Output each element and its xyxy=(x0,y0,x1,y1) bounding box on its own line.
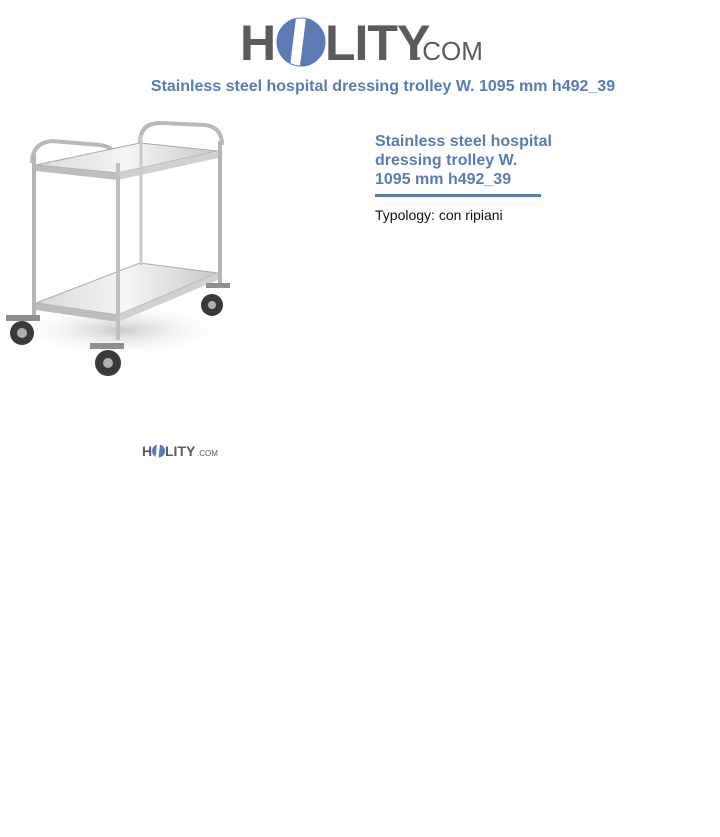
typology-label: Typology: xyxy=(375,207,435,223)
small-logo-letter-h: H xyxy=(142,443,153,459)
product-image[interactable] xyxy=(0,115,240,390)
small-logo-dot-com: .COM xyxy=(197,449,218,458)
holity-logo[interactable] xyxy=(240,8,485,70)
product-title xyxy=(375,132,575,189)
product-title-line-1: Stainless steel hospital xyxy=(375,133,552,150)
holity-small-logo xyxy=(142,441,222,461)
product-title-line-3: 1095 mm h492_39 xyxy=(375,171,512,188)
typology-spec xyxy=(375,207,575,223)
logo-o-icon xyxy=(277,18,325,66)
small-logo-letters-lity: LITY xyxy=(165,443,196,459)
title-divider xyxy=(375,194,541,197)
trolley-image xyxy=(0,115,240,390)
product-info-panel xyxy=(375,132,575,223)
caster-icon xyxy=(201,283,230,316)
logo-letters-lity: LITY xyxy=(325,15,430,70)
logo-graphic xyxy=(240,8,485,70)
caster-icon xyxy=(90,343,124,376)
typology-value: con ripiani xyxy=(438,207,503,223)
page-title: Stainless steel hospital dressing trolley W. 1095 mm h492_39 xyxy=(150,78,616,95)
logo-dot-com: .COM xyxy=(415,36,483,66)
product-title-line-2: dressing trolley W. xyxy=(375,152,518,169)
logo-letter-h: H xyxy=(240,15,277,70)
small-logo-graphic xyxy=(142,441,222,461)
small-logo-o-icon xyxy=(152,445,165,458)
